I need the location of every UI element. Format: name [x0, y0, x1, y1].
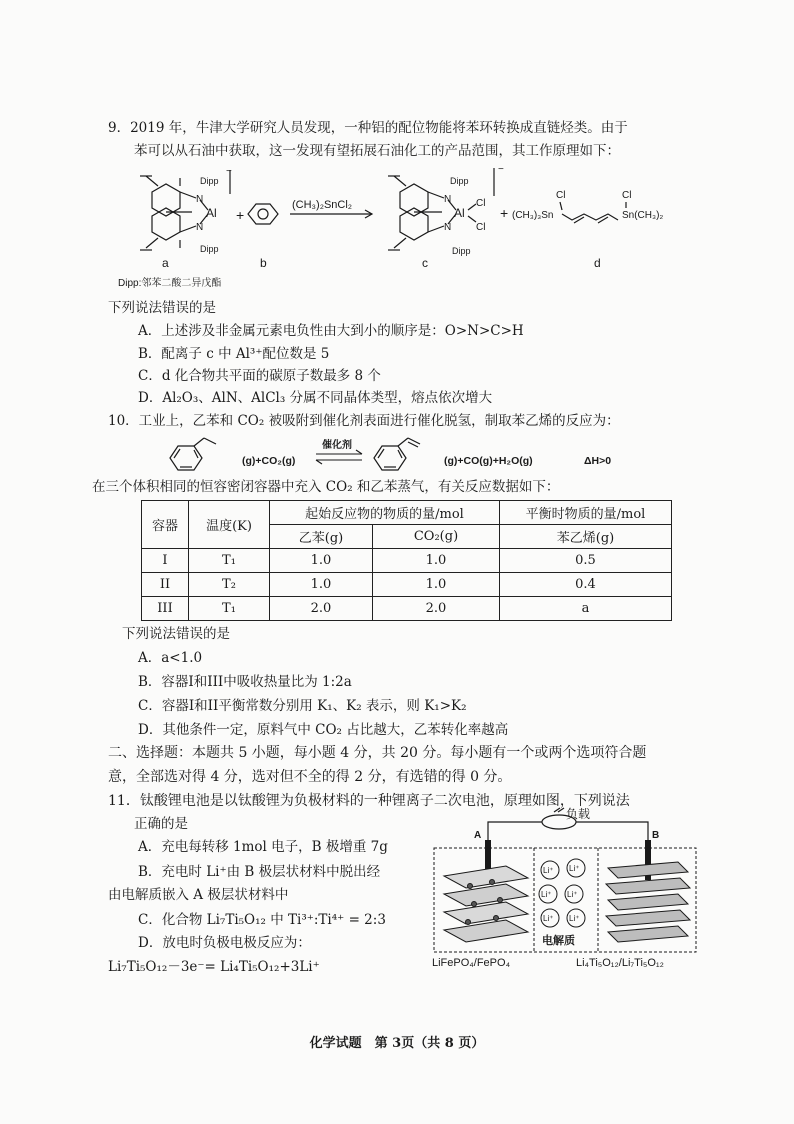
eq-right: (g)+CO(g)+H₂O(g): [444, 455, 533, 467]
q10-option-b: B．容器I和III中吸收热量比为 1:2a: [138, 674, 352, 690]
eq-dh: ΔH>0: [584, 455, 612, 467]
q10-line1: 10．工业上，乙苯和 CO₂ 被吸附到催化剂表面进行催化脱氢，制取苯乙烯的反应为：: [108, 413, 620, 429]
d-sn-right: Sn(CH₃)₂: [622, 210, 664, 221]
section2-line1: 二、选择题：本题共 5 小题，每小题 4 分，共 20 分。每小题有一个或两个选项符合题: [108, 745, 647, 761]
a-al-label: Al: [206, 206, 217, 220]
label-a: a: [162, 256, 169, 270]
q11-option-d-line2: Li₇Ti₅O₁₂－3e⁻= Li₄Ti₅O₁₂+3Li⁺: [108, 959, 320, 975]
q9-option-c: C．d 化合物共平面的碳原子数最多 8 个: [138, 368, 381, 384]
d-cl-left: Cl: [556, 190, 566, 201]
left-material-label: LiFePO₄/FePO₄: [432, 957, 511, 969]
q9-line1: 9．2019 年，牛津大学研究人员发现，一种铝的配位物能将苯环转换成直链烃类。由于: [108, 120, 628, 136]
compound-c-structure: [388, 168, 494, 250]
table-row: [142, 573, 672, 597]
a-dipp-bottom: Dipp: [200, 244, 219, 254]
plus-1: +: [236, 207, 245, 223]
th-styrene: 苯乙烯(g): [500, 525, 672, 549]
cell-ethylbenzene: 2.0: [270, 597, 373, 621]
th-co2: CO₂(g): [373, 525, 500, 549]
d-cl-right: Cl: [622, 190, 632, 201]
ethylbenzene-icon: [170, 438, 216, 470]
table-header-row: [142, 501, 672, 525]
styrene-icon: [374, 438, 420, 470]
load-label: 负载: [566, 807, 591, 821]
th-initial: 起始反应物的物质的量/mol: [270, 501, 500, 525]
q11-option-c: C．化合物 Li₇Ti₅O₁₂ 中 Ti³⁺:Ti⁴⁺ = 2:3: [138, 912, 386, 928]
reaction-arrow: [290, 210, 372, 218]
q11-option-d-line1: D．放电时负极电极反应为：: [138, 935, 311, 951]
ion-li: Li⁺: [569, 864, 580, 873]
eq-left: (g)+CO₂(g): [242, 455, 296, 467]
q10-stem: 下列说法错误的是: [122, 626, 230, 642]
c-al-label: Al: [454, 206, 465, 220]
ion-li: Li⁺: [567, 890, 578, 899]
eq-catalyst: 催化剂: [322, 440, 352, 451]
a-n-top: N: [196, 194, 204, 205]
q10-line2: 在三个体积相同的恒容密闭容器中充入 CO₂ 和乙苯蒸气，有关反应数据如下：: [92, 479, 560, 495]
q10-data-table: [141, 500, 672, 621]
q11-option-b-line2: 由电解质嵌入 A 极层状材料中: [108, 887, 289, 903]
label-b: b: [260, 256, 267, 270]
cell-ethylbenzene: 1.0: [270, 549, 373, 573]
c-n-top: N: [444, 194, 452, 205]
label-c: c: [422, 256, 428, 270]
cell-styrene: a: [500, 597, 672, 621]
q11-option-a: A．充电每转移 1mol 电子，B 极增重 7g: [138, 839, 388, 855]
th-container: 容器: [142, 501, 189, 549]
cell-co2: 1.0: [373, 549, 500, 573]
cell-temp: T₁: [189, 597, 270, 621]
equilibrium-arrow: [316, 450, 362, 464]
c-dipp-bottom: Dipp: [452, 246, 471, 256]
a-n-bottom: N: [196, 222, 204, 233]
c-cl-bottom: Cl: [476, 222, 486, 233]
q9-reaction-scheme: [110, 164, 710, 288]
table-row: [142, 549, 672, 573]
cell-ethylbenzene: 1.0: [270, 573, 373, 597]
c-n-bottom: N: [444, 222, 452, 233]
c-dipp-top: Dipp: [450, 176, 469, 186]
layered-material-a: [444, 866, 528, 942]
layered-material-b: [606, 862, 690, 942]
q11-line1: 11．钛酸锂电池是以钛酸锂为负极材料的一种锂离子二次电池，原理如图，下列说法: [108, 793, 630, 809]
q9-option-a: A．上述涉及非金属元素电负性由大到小的顺序是：O>N>C>H: [138, 323, 524, 339]
q11-option-b-line1: B．充电时 Li⁺由 B 极层状材料中脱出经: [138, 864, 381, 880]
cell-styrene: 0.4: [500, 573, 672, 597]
a-dipp-top: Dipp: [200, 176, 219, 186]
right-material-label: Li₄Ti₅O₁₂/Li₇Ti₅O₁₂: [576, 957, 664, 969]
reagent-label: (CH₃)₂SnCl₂: [292, 199, 353, 211]
cell-container: III: [142, 597, 189, 621]
ion-li: Li⁺: [541, 890, 552, 899]
d-sn-left: (CH₃)₃Sn: [512, 210, 554, 221]
th-ethylbenzene: 乙苯(g): [270, 525, 373, 549]
q9-option-d: D．Al₂O₃、AlN、AlCl₃ 分属不同晶体类型，熔点依次增大: [138, 390, 493, 406]
electrolyte-label: 电解质: [542, 935, 575, 947]
section2-line2: 意，全部选对得 4 分，选对但不全的得 2 分，有选错的得 0 分。: [108, 769, 512, 785]
cell-co2: 2.0: [373, 597, 500, 621]
electrode-a-label: A: [474, 830, 482, 841]
label-d: d: [594, 256, 601, 270]
ion-li: Li⁺: [543, 914, 554, 923]
compound-d-chain: [560, 202, 626, 223]
c-cl-top: Cl: [476, 198, 486, 209]
cell-styrene: 0.5: [500, 549, 672, 573]
benzene-icon: [248, 204, 278, 224]
c-charge: −: [498, 164, 504, 175]
th-temp: 温度(K): [189, 501, 270, 549]
cell-temp: T₁: [189, 549, 270, 573]
th-eq: 平衡时物质的量/mol: [500, 501, 672, 525]
q11-line2: 正确的是: [134, 816, 188, 832]
dipp-note: Dipp:邻苯二酸二异戊酯: [118, 278, 222, 288]
q9-stem: 下列说法错误的是: [108, 300, 216, 316]
page-footer: 化学试题 第 3页（共 8 页）: [309, 1036, 485, 1051]
plus-2: +: [500, 205, 509, 221]
table-row: [142, 597, 672, 621]
electrode-b-label: B: [652, 830, 660, 841]
q10-option-c: C．容器I和II平衡常数分别用 K₁、K₂ 表示，则 K₁>K₂: [138, 698, 467, 714]
q10-option-a: A．a<1.0: [138, 650, 203, 666]
ion-li: Li⁺: [569, 914, 580, 923]
q9-line2: 苯可以从石油中获取，这一发现有望拓展石油化工的产品范围，其工作原理如下：: [134, 143, 620, 159]
cell-co2: 1.0: [373, 573, 500, 597]
q10-equation: [160, 436, 720, 478]
a-charge: −: [226, 166, 232, 177]
q9-option-b: B．配离子 c 中 Al³⁺配位数是 5: [138, 346, 330, 362]
ion-li: Li⁺: [543, 866, 554, 875]
cell-temp: T₂: [189, 573, 270, 597]
cell-container: II: [142, 573, 189, 597]
battery-diagram: [430, 806, 710, 976]
cell-container: I: [142, 549, 189, 573]
q10-option-d: D．其他条件一定，原料气中 CO₂ 占比越大，乙苯转化率越高: [138, 722, 509, 738]
